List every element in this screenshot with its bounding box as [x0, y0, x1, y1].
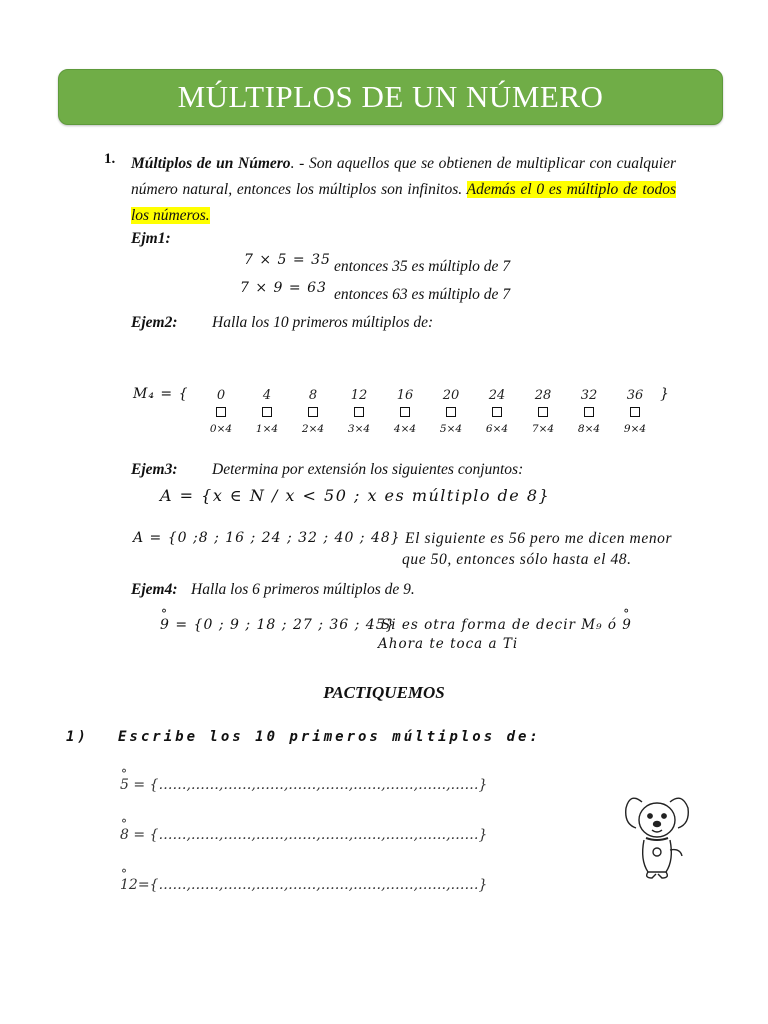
ejem3-note-1: El siguiente es 56 pero me dicen menor	[405, 530, 673, 547]
multiple-cell: 36 9×4	[623, 388, 647, 435]
row-blanks: ={……,……,……,……,……,……,……,……,……,……}	[137, 877, 488, 893]
ejem3-set-definition: A = {x ∈ N / x < 50 ; x es múltiplo de 8}	[160, 486, 551, 505]
multiple-cell: 0 0×4	[209, 388, 233, 435]
multiple-cell: 28 7×4	[531, 388, 555, 435]
definition-lead: Múltiplos de un Número	[131, 155, 291, 172]
ejem3-note-2: que 50, entonces sólo hasta el 48.	[402, 551, 632, 568]
ejm1-text-2: entonces 63 es múltiplo de 7	[334, 286, 511, 303]
box-icon	[492, 407, 502, 417]
ejem4-text: Halla los 6 primeros múltiplos de 9.	[191, 581, 415, 598]
box-icon	[308, 407, 318, 417]
box-icon	[400, 407, 410, 417]
box-icon	[216, 407, 226, 417]
definition-paragraph	[131, 151, 676, 229]
ejem4-base: ° 9	[160, 617, 170, 633]
definition-body: Son aquellos que se obtienen de multiplicar con cualquier número natural, entonces los múltiplos son infinitos.	[131, 155, 676, 198]
ejm1-eq-2: 7 × 9 = 63	[240, 280, 327, 296]
multiple-cell: 32 8×4	[577, 388, 601, 435]
row-blanks: = {……,……,……,……,……,……,……,……,……,……}	[133, 777, 488, 793]
definition-sep: . -	[290, 155, 309, 172]
row-base: ° 12	[120, 877, 138, 893]
row-base: ° 8	[120, 827, 129, 843]
row-base: ° 5	[120, 777, 129, 793]
ejem3-text: Determina por extensión los siguientes conjuntos:	[212, 461, 524, 478]
ejm1-eq-1: 7 × 5 = 35	[244, 252, 331, 268]
multiple-cell: 20 5×4	[439, 388, 463, 435]
ejem4-set-values: = {0 ; 9 ; 18 ; 27 ; 36 ; 45}	[175, 617, 396, 633]
definition-highlight: Además el 0 es múltiplo de todos los números.	[131, 181, 676, 224]
ejem4-label: Ejem4:	[131, 581, 178, 598]
page-title: MÚLTIPLOS DE UN NÚMERO	[177, 79, 604, 114]
ejm1-text-1: entonces 35 es múltiplo de 7	[334, 258, 511, 275]
cartoon-dog-icon	[622, 790, 692, 880]
exercise-text: Escribe los 10 primeros múltiplos de:	[118, 729, 541, 745]
box-icon	[584, 407, 594, 417]
ejem2-set-suffix: }	[660, 386, 670, 402]
box-icon	[262, 407, 272, 417]
ejem4-note-2: Ahora te toca a Ti	[378, 636, 519, 652]
multiple-cell: 12 3×4	[347, 388, 371, 435]
row-blanks: = {……,……,……,……,……,……,……,……,……,……}	[133, 827, 488, 843]
box-icon	[630, 407, 640, 417]
practice-row-8	[120, 827, 487, 843]
multiple-cell: 16 4×4	[393, 388, 417, 435]
ejem4-set	[160, 617, 396, 633]
ejem2-label: Ejem2:	[131, 314, 178, 331]
ejem3-set-extension: A = {0 ;8 ; 16 ; 24 ; 32 ; 40 ; 48}	[133, 530, 401, 546]
multiple-cell: 4 1×4	[255, 388, 279, 435]
box-icon	[538, 407, 548, 417]
exercise-number: 1)	[66, 729, 89, 745]
box-icon	[354, 407, 364, 417]
multiple-cell: 24 6×4	[485, 388, 509, 435]
box-icon	[446, 407, 456, 417]
practice-row-5	[120, 777, 487, 793]
practice-title: PACTIQUEMOS	[323, 683, 445, 702]
section-number: 1.	[104, 151, 116, 167]
title-banner	[58, 69, 723, 125]
ejem2-set-prefix: M₄ = {	[133, 386, 189, 402]
ejem4-note-base: ° 9	[622, 617, 632, 633]
multiple-cell: 8 2×4	[301, 388, 325, 435]
ejem2-text: Halla los 10 primeros múltiplos de:	[212, 314, 434, 331]
ejem3-label: Ejem3:	[131, 461, 178, 478]
multiples-of-4	[198, 388, 658, 435]
ejm1-label: Ejm1:	[131, 230, 171, 247]
practice-row-12	[120, 877, 487, 893]
ejem4-note-1: Si es otra forma de decir M₉ ó ° 9	[381, 617, 632, 633]
